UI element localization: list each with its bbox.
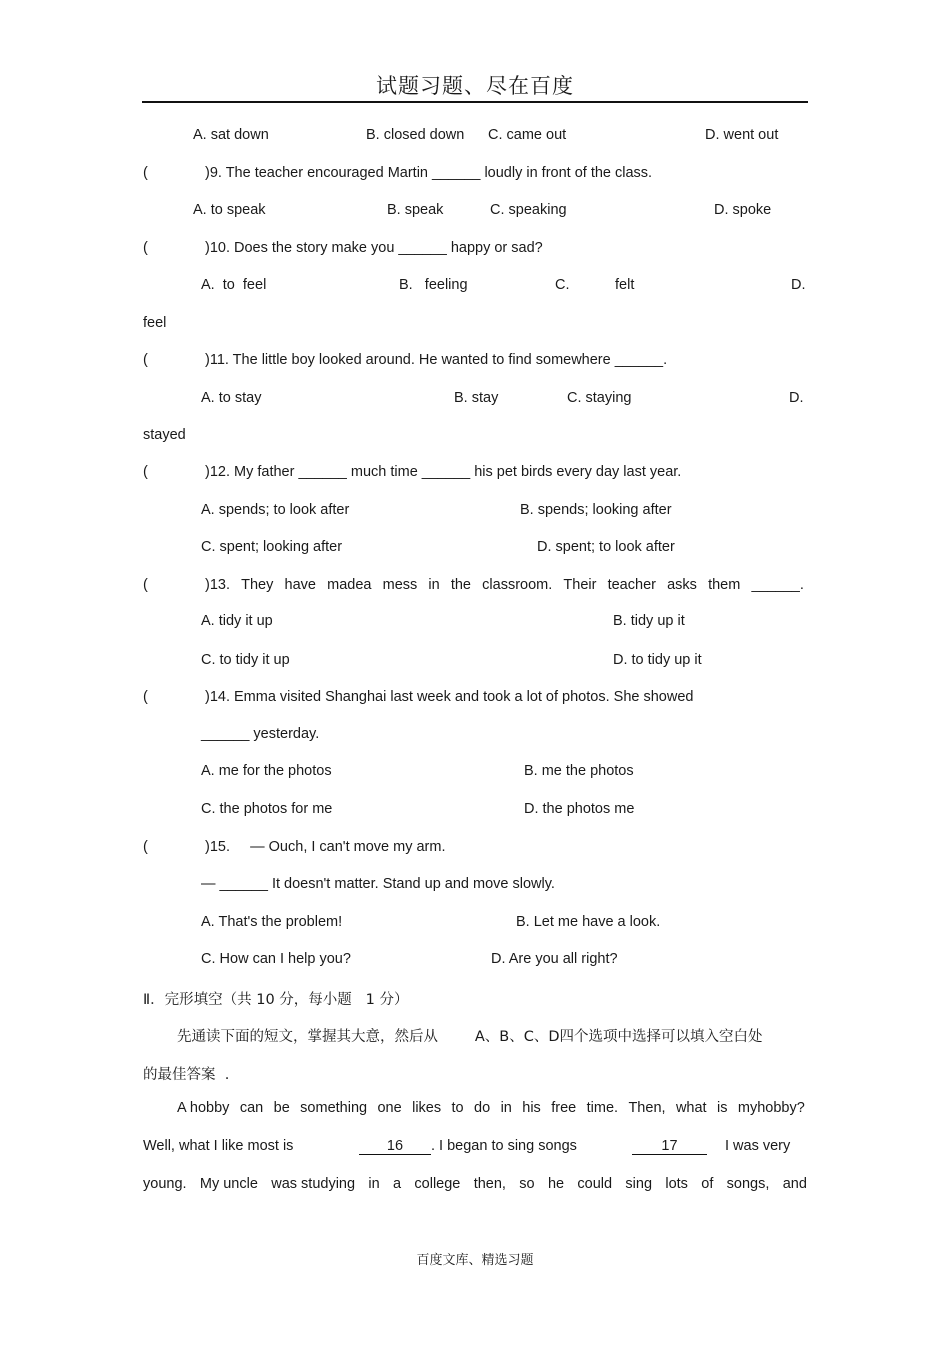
passage-word: a: [393, 1176, 402, 1192]
q13-option-b: B. tidy up it: [613, 613, 685, 629]
passage-word: songs,: [726, 1176, 770, 1192]
q13-word: ______.: [751, 577, 804, 593]
q9-stem: )9. The teacher encouraged Martin ______ loudly in front of the class.: [205, 165, 653, 181]
q11-stem: )11. The little boy looked around. He wanted to find somewhere ______.: [205, 352, 668, 368]
q10-stem: )10. Does the story make you ______ happy or sad?: [205, 240, 543, 256]
q13-word: They: [241, 577, 274, 593]
q9-option-d: D. spoke: [714, 202, 772, 218]
passage-word: one: [377, 1100, 402, 1116]
q13-option-d: D. to tidy up it: [613, 652, 702, 668]
q13-word: classroom.: [482, 577, 553, 593]
passage-word: time.: [586, 1100, 619, 1116]
q13-word: have: [284, 577, 316, 593]
passage-line-2-start: Well, what I like most is: [143, 1138, 294, 1154]
q9-option-c: C. speaking: [490, 202, 567, 218]
section-2-instructions-continued: 的最佳答案 .: [143, 1067, 230, 1083]
q13-word: them: [708, 577, 741, 593]
q12-option-d: D. spent; to look after: [537, 539, 675, 555]
passage-word: do: [474, 1100, 491, 1116]
passage-word: likes: [412, 1100, 442, 1116]
passage-word: and: [782, 1176, 807, 1192]
passage-word: can: [239, 1100, 264, 1116]
blank-16: 16: [359, 1138, 431, 1155]
passage-line-2-end: I was very: [725, 1138, 791, 1154]
passage-word: be: [273, 1100, 290, 1116]
q8-option-d: D. went out: [705, 127, 779, 143]
q13-word: in: [428, 577, 440, 593]
q12-option-a: A. spends; to look after: [201, 502, 350, 518]
q15-answer-paren: (: [143, 839, 148, 855]
page-header-title: 试题习题、尽在百度: [376, 74, 574, 98]
q13-word: )13.: [205, 577, 230, 593]
q15-stem: )15. — Ouch, I can't move my arm.: [205, 839, 446, 855]
q15-option-b: B. Let me have a look.: [516, 914, 661, 930]
q15-stem-continued: — ______ It doesn't matter. Stand up and move slowly.: [201, 876, 555, 892]
passage-word: he: [547, 1176, 565, 1192]
passage-word: something: [300, 1100, 368, 1116]
q12-stem: )12. My father ______ much time ______ his pet birds every day last year.: [205, 464, 682, 480]
q11-answer-paren: (: [143, 352, 148, 368]
q12-option-c: C. spent; looking after: [201, 539, 343, 555]
q14-option-d: D. the photos me: [524, 801, 635, 817]
passage-word: his: [522, 1100, 541, 1116]
q10-option-d-letter: D.: [791, 277, 806, 293]
passage-word: college: [414, 1176, 461, 1192]
q8-option-c: C. came out: [488, 127, 567, 143]
page-footer: 百度文库、精选习题: [416, 1253, 534, 1268]
passage-word: myhobby?: [737, 1100, 805, 1116]
passage-word: was studying: [271, 1176, 356, 1192]
q11-option-a: A. to stay: [201, 390, 262, 406]
passage-word: what: [675, 1100, 707, 1116]
q10-option-a: A. to feel: [201, 277, 267, 293]
q10-option-c-letter: C.: [555, 277, 570, 293]
q11-option-c: C. staying: [567, 390, 632, 406]
q9-answer-paren: (: [143, 165, 148, 181]
passage-word: lots: [665, 1176, 688, 1192]
q15-option-a: A. That's the problem!: [201, 914, 343, 930]
q12-option-b: B. spends; looking after: [520, 502, 672, 518]
passage-word: sing: [625, 1176, 653, 1192]
passage-word: could: [577, 1176, 613, 1192]
passage-word: to: [451, 1100, 464, 1116]
passage-word: young.: [143, 1176, 187, 1192]
passage-line-1: [177, 1100, 805, 1116]
q14-stem-continued: ______ yesterday.: [201, 726, 320, 742]
blank-17: 17: [632, 1138, 707, 1155]
passage-line-3: [143, 1176, 807, 1192]
passage-word: of: [701, 1176, 714, 1192]
q13-word: Their: [563, 577, 597, 593]
q10-option-c-text: felt: [615, 277, 635, 293]
q15-option-c: C. How can I help you?: [201, 951, 351, 967]
q8-option-b: B. closed down: [366, 127, 465, 143]
q13-stem: [205, 577, 804, 593]
section-2-title: Ⅱ．完形填空（共 10 分，每小题 1 分）: [143, 992, 409, 1008]
q13-word: teacher: [607, 577, 656, 593]
passage-word: free: [551, 1100, 577, 1116]
q13-answer-paren: (: [143, 577, 148, 593]
q9-option-a: A. to speak: [193, 202, 266, 218]
passage-word: so: [519, 1176, 535, 1192]
passage-word: My uncle: [199, 1176, 258, 1192]
q10-option-d-text: feel: [143, 315, 167, 331]
q12-answer-paren: (: [143, 464, 148, 480]
q13-word: asks: [667, 577, 697, 593]
q10-option-b: B. feeling: [399, 277, 468, 293]
q13-option-c: C. to tidy it up: [201, 652, 290, 668]
header-rule: [142, 101, 808, 103]
section-2-instructions: 先通读下面的短文，掌握其大意，然后从 A、B、C、D四个选项中选择可以填入空白处: [177, 1029, 763, 1045]
q13-word: mess: [382, 577, 418, 593]
q14-option-b: B. me the photos: [524, 763, 634, 779]
q11-option-b: B. stay: [454, 390, 499, 406]
q11-option-d-letter: D.: [789, 390, 804, 406]
q13-word: the: [450, 577, 472, 593]
q11-option-d-text: stayed: [143, 427, 186, 443]
passage-word: is: [717, 1100, 728, 1116]
q14-option-a: A. me for the photos: [201, 763, 332, 779]
passage-word: in: [500, 1100, 512, 1116]
q13-word: madea: [327, 577, 372, 593]
q14-option-c: C. the photos for me: [201, 801, 333, 817]
q10-answer-paren: (: [143, 240, 148, 256]
q8-option-a: A. sat down: [193, 127, 269, 143]
q13-option-a: A. tidy it up: [201, 613, 273, 629]
q15-option-d: D. Are you all right?: [491, 951, 618, 967]
passage-word: in: [368, 1176, 380, 1192]
passage-line-2-middle: . I began to sing songs: [431, 1138, 577, 1154]
q14-answer-paren: (: [143, 689, 148, 705]
passage-word: then,: [473, 1176, 506, 1192]
q9-option-b: B. speak: [387, 202, 444, 218]
passage-word: A hobby: [177, 1100, 230, 1116]
q14-stem: )14. Emma visited Shanghai last week and took a lot of photos. She showed: [205, 689, 694, 705]
passage-word: Then,: [628, 1100, 666, 1116]
